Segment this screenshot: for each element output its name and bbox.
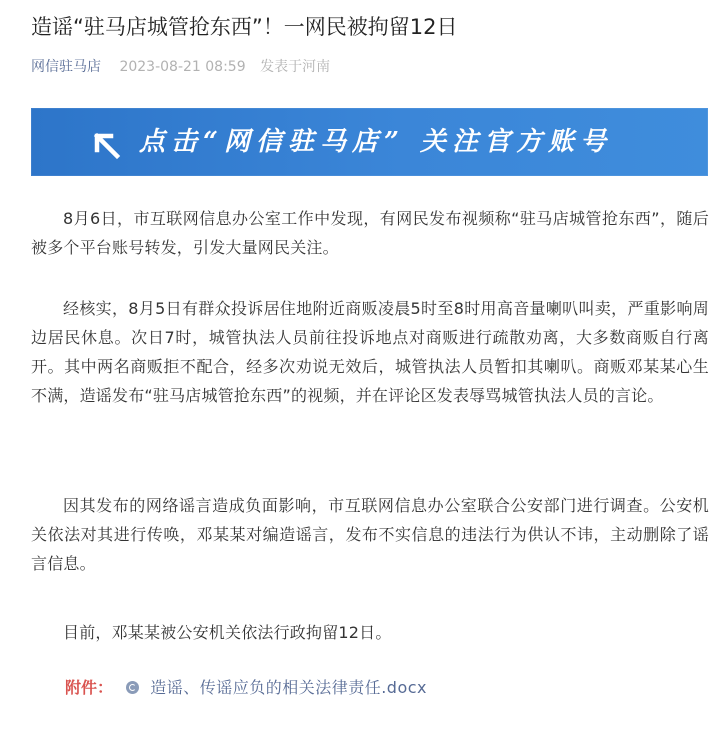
paragraph-2: 经核实，8月5日有群众投诉居住地附近商贩凌晨5时至8时用高音量喇叭叫卖，严重影响周边居民休息。次日7时，城管执法人员前往投诉地点对商贩进行疏散劝离，大多数商贩自行离开。其中两名商贩拒不配合，经多次劝说无效后，城管执法人员暂扣其喇叭。商贩邓某某心生不满，造谣发布“驻马店城管抢东西”的视频，并在评论区发表辱骂城管执法人员的言论。 — [31, 299, 709, 405]
paragraph-1: 8月6日，市互联网信息办公室工作中发现，有网民发布视频称“驻马店城管抢东西”，随后被多个平台账号转发，引发大量网民关注。 — [31, 209, 709, 257]
article-title: 造谣“驻马店城管抢东西”！一网民被拘留12日 — [31, 15, 458, 39]
paragraph-4: 目前，邓某某被公安机关依法行政拘留12日。 — [63, 623, 392, 642]
publish-date: 2023-08-21 08:59 — [119, 59, 246, 75]
paragraph-3: 因其发布的网络谣言造成负面影响，市互联网信息办公室联合公安部门进行调查。公安机关依法对其进行传唤，邓某某对编造谣言，发布不实信息的违法行为供认不讳，主动删除了谣言信息。 — [31, 496, 709, 573]
author-link[interactable]: 网信驻马店 — [31, 59, 101, 75]
document-link-icon[interactable] — [126, 681, 139, 694]
article-meta — [31, 55, 330, 79]
arrow-up-left-icon — [91, 130, 121, 160]
publish-location: 发表于河南 — [260, 59, 331, 75]
attachment-row — [65, 674, 427, 702]
attachment-label: 附件： — [65, 678, 114, 697]
banner-text: 点击“网信驻马店” 关注官方账号 — [139, 127, 612, 157]
attachment-link[interactable]: 造谣、传谣应负的相关法律责任.docx — [150, 678, 428, 697]
follow-banner[interactable] — [31, 108, 708, 176]
